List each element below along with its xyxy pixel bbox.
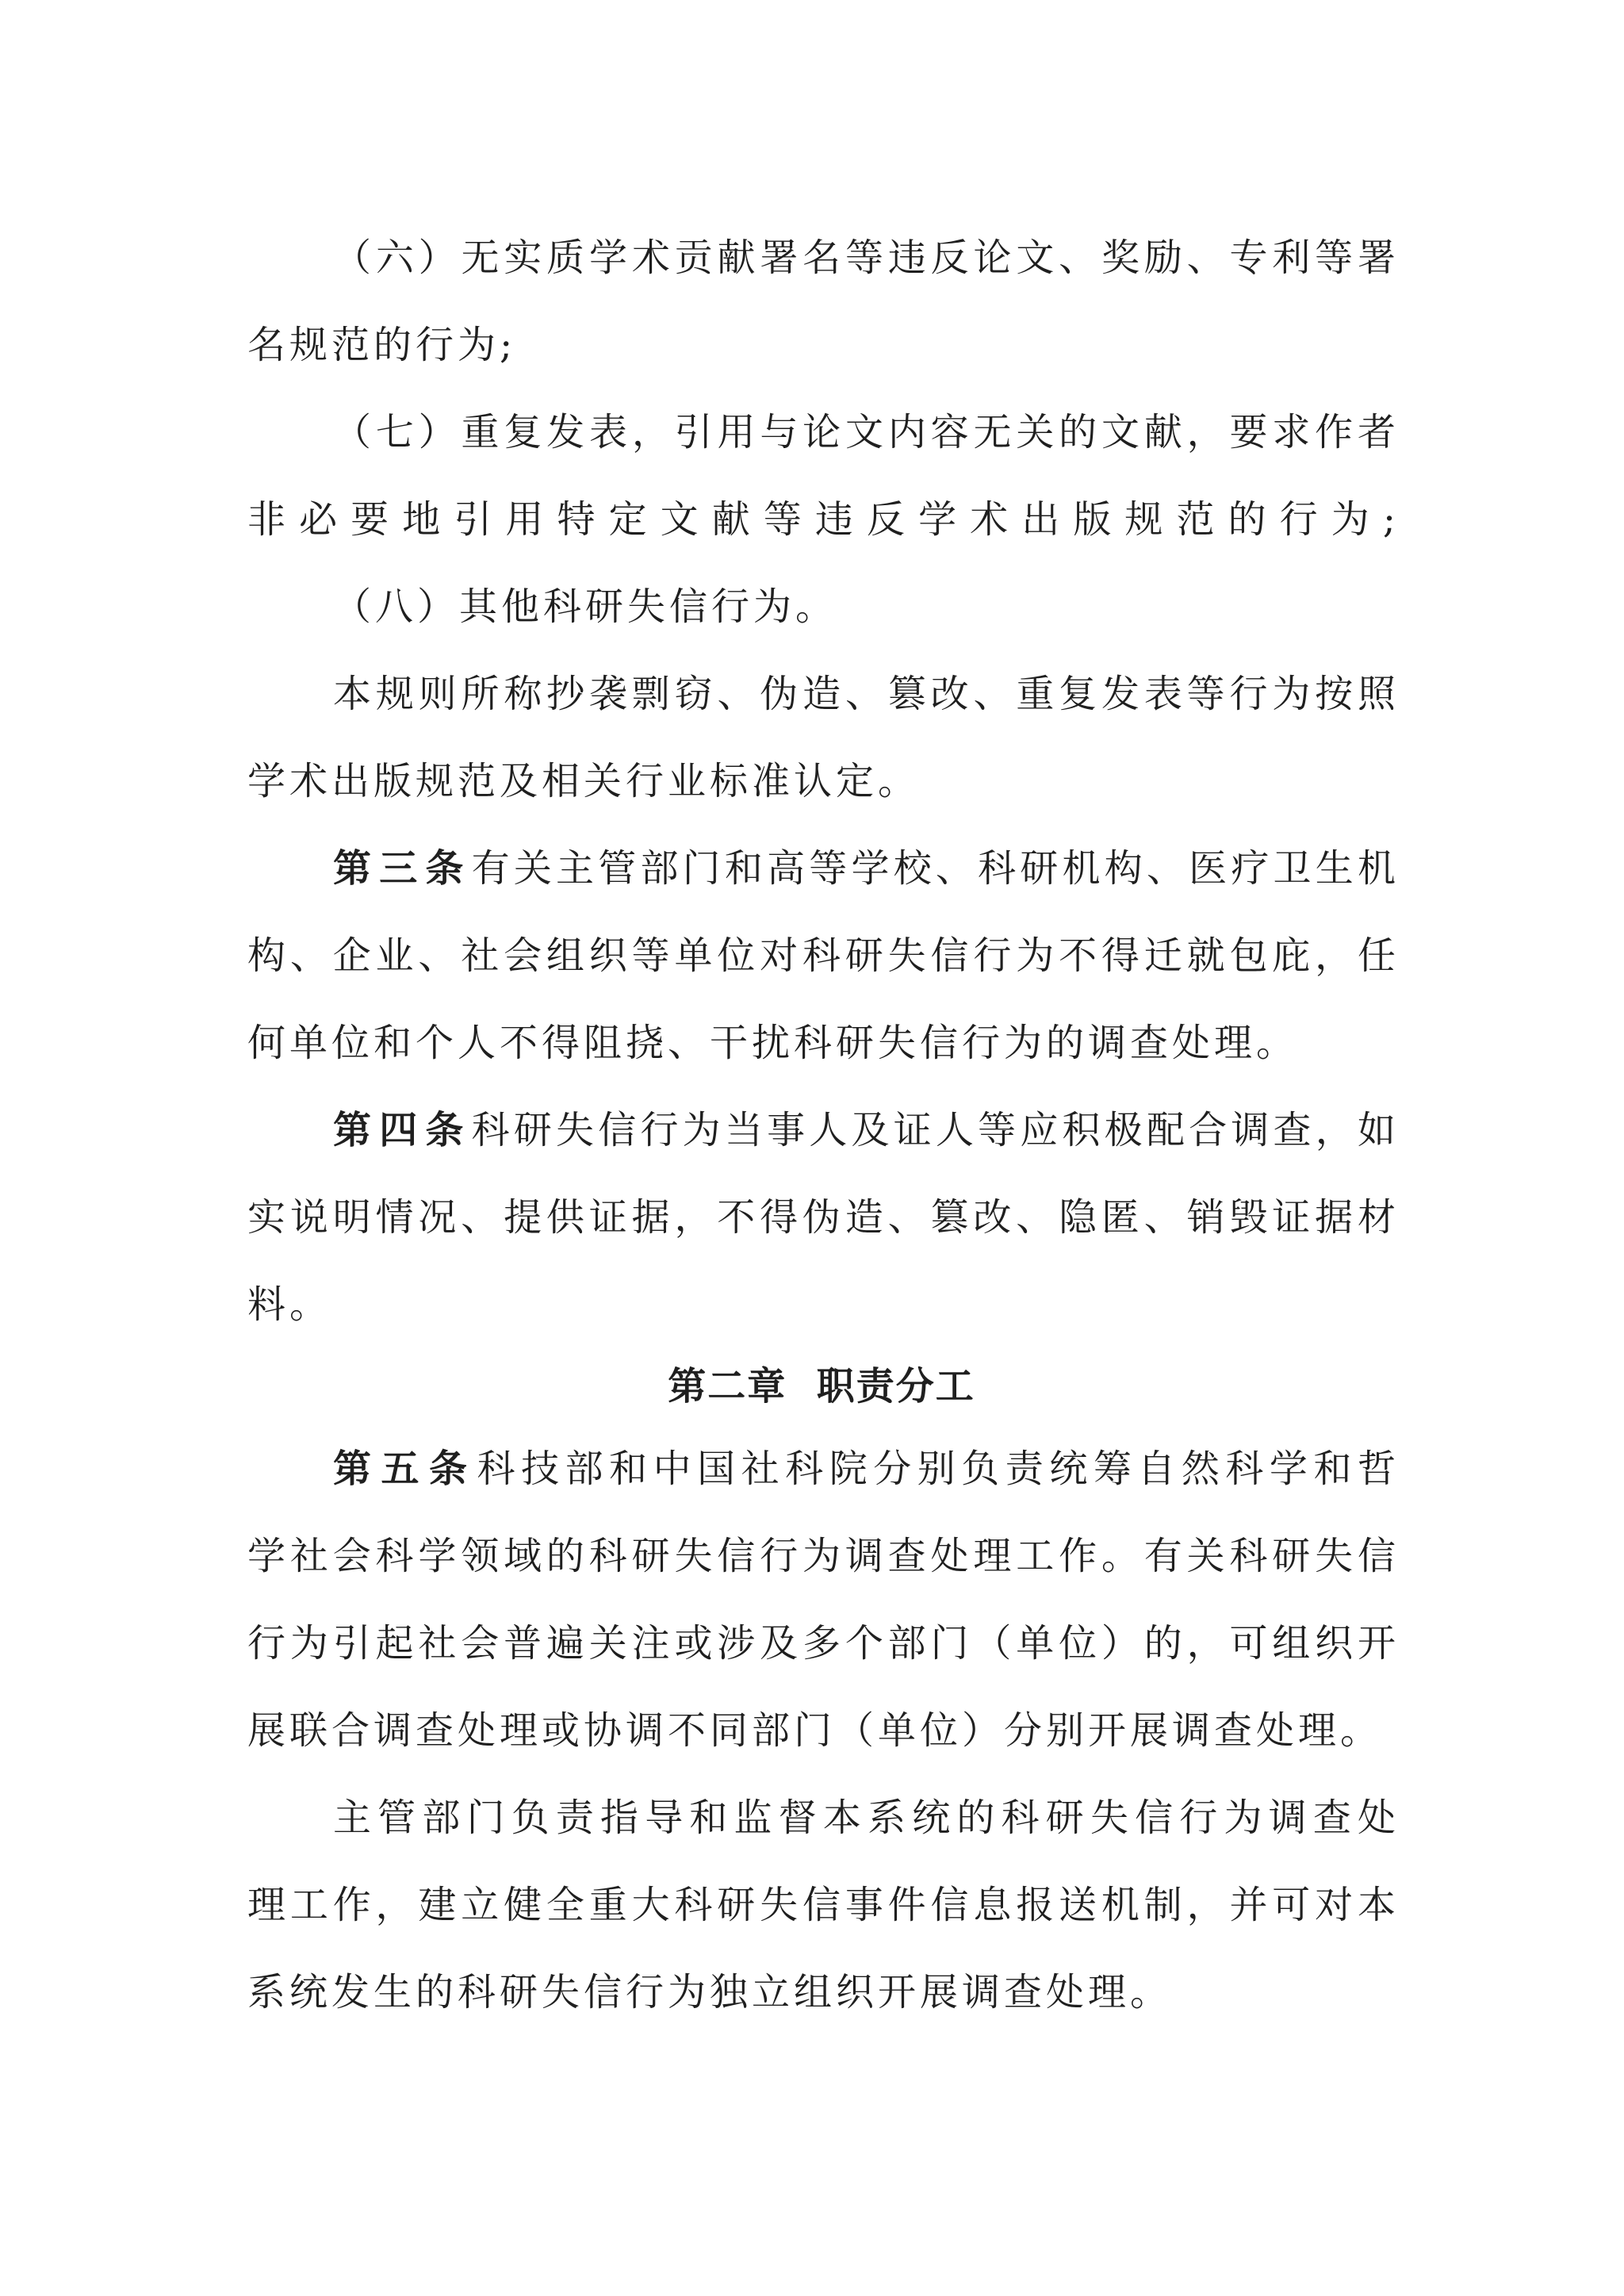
article-label: 第五条 (333, 1447, 477, 1491)
text-line: 理工作，建立健全重大科研失信事件信息报送机制，并可对本 (247, 1883, 1396, 1927)
text-line: 构、企业、社会组织等单位对科研失信行为不得迁就包庇，任 (247, 933, 1396, 978)
article-text: 科研失信行为当事人及证人等应积极配合调查，如 (471, 1108, 1396, 1152)
article-label: 第三条 (333, 846, 472, 891)
article-4-line (333, 1106, 1396, 1154)
text-line: 行为引起社会普遍关注或涉及多个部门（单位）的，可组织开 (247, 1621, 1396, 1665)
article-text: 有关主管部门和高等学校、科研机构、医疗卫生机 (471, 846, 1396, 891)
text-line: 主管部门负责指导和监督本系统的科研失信行为调查处 (333, 1796, 1396, 1840)
text-line: （七）重复发表，引用与论文内容无关的文献，要求作者 (333, 410, 1396, 454)
text-line: 学社会科学领域的科研失信行为调查处理工作。有关科研失信 (247, 1534, 1396, 1578)
text-line: 系统发生的科研失信行为独立组织开展调查处理。 (247, 1970, 1173, 2014)
article-3-line (333, 845, 1396, 892)
article-text: 科技部和中国社科院分别负责统筹自然科学和哲 (477, 1447, 1396, 1491)
text-line: （六）无实质学术贡献署名等违反论文、奖励、专利等署 (333, 236, 1396, 280)
article-5-line (333, 1445, 1396, 1493)
chapter-heading: 第二章 职责分工 (668, 1364, 975, 1409)
text-line: 学术出版规范及相关行业标准认定。 (247, 759, 921, 803)
text-line: （八）其他科研失信行为。 (333, 585, 838, 629)
text-line: 名规范的行为; (247, 323, 517, 367)
article-label: 第四条 (333, 1108, 472, 1152)
text-line: 展联合调查处理或协调不同部门（单位）分别开展调查处理。 (247, 1708, 1383, 1753)
text-line: 何单位和个人不得阻挠、干扰科研失信行为的调查处理。 (247, 1021, 1299, 1065)
text-line: 本规则所称抄袭剽窃、伪造、篡改、重复发表等行为按照 (333, 672, 1396, 716)
text-line: 料。 (247, 1282, 332, 1327)
text-line: 实说明情况、提供证据，不得伪造、篡改、隐匿、销毁证据材 (247, 1195, 1396, 1240)
text-line: 非必要地引用特定文献等违反学术出版规范的行为; (247, 497, 1396, 542)
